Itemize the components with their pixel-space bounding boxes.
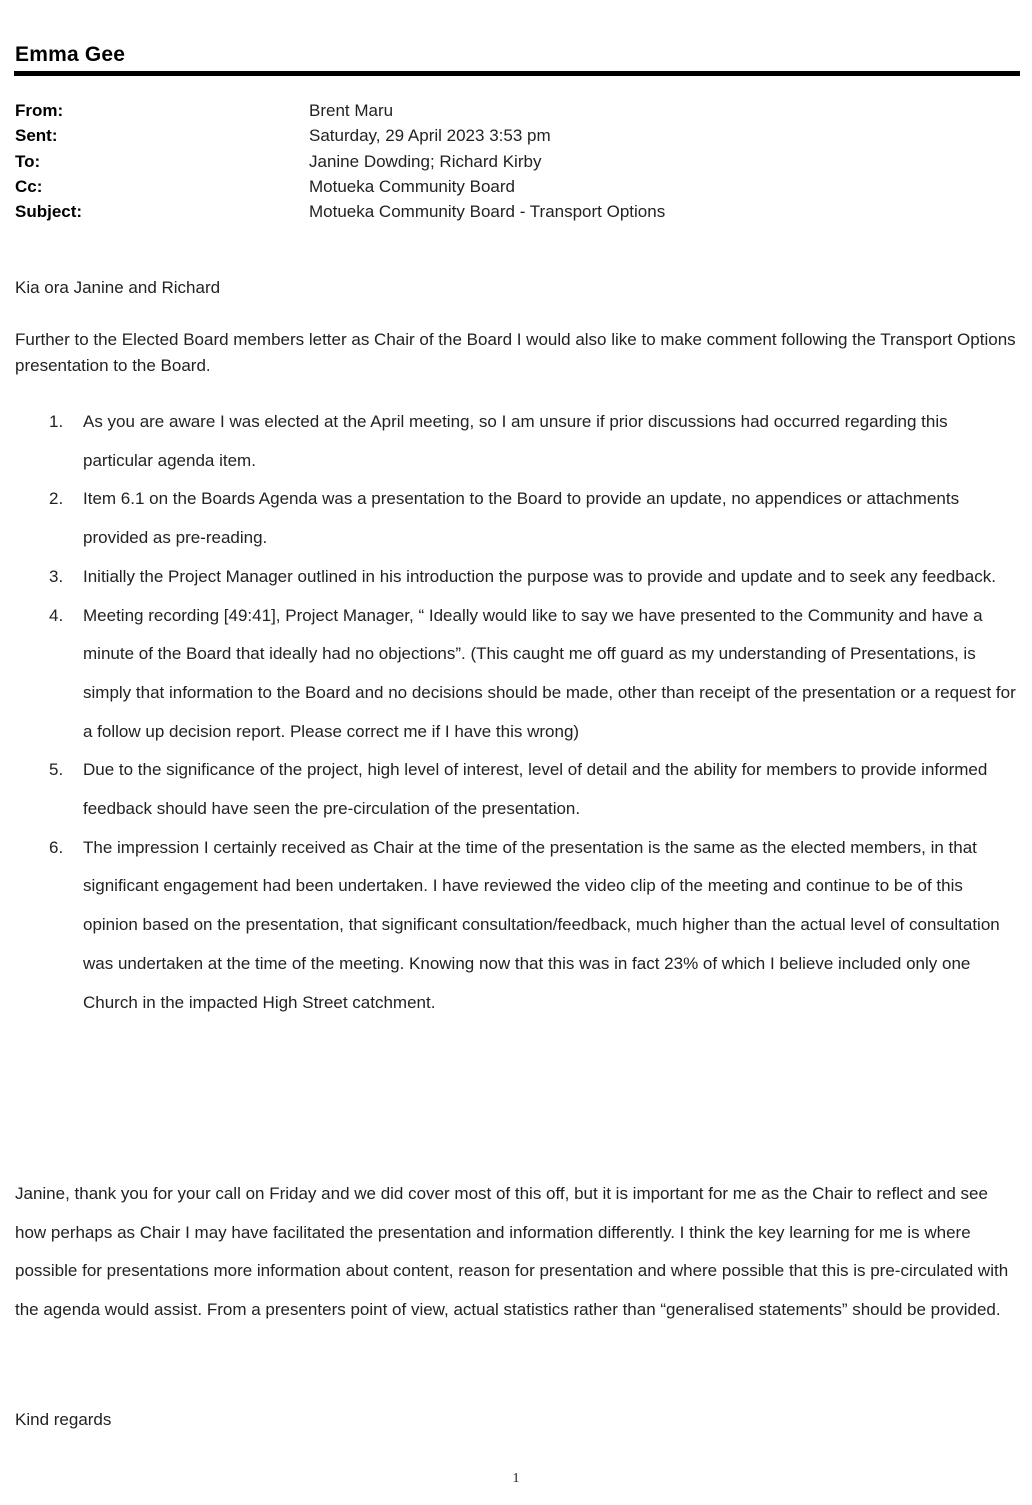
mailbox-owner-name: Emma Gee xyxy=(15,43,126,66)
list-item-text: Due to the significance of the project, high level of interest, level of detail and the ability for members to provide informed feedback should have seen the pre-circulation of the presentation. xyxy=(83,760,988,819)
list-item-text: The impression I certainly received as Chair at the time of the presentation is the same as the elected members, in that significant engagement had been undertaken. I have reviewed the video clip of the meeting and continue to be of this opinion based on the presentation, that significant consultation/feedback, much higher than the actual level of consultation was undertaken at the time of the meeting. Knowing now that this was in fact 23% of which I believe included only one Church in the impacted High Street catchment. xyxy=(83,837,1000,1012)
list-item xyxy=(15,751,1020,828)
list-item-text: As you are aware I was elected at the April meeting, so I am unsure if prior discussions had occurred regarding this particular agenda item. xyxy=(83,412,948,470)
sender-name: Brent Maru xyxy=(309,101,394,120)
header-label: Subject: xyxy=(15,202,83,222)
header-label: From: xyxy=(15,101,64,120)
header-row-subject xyxy=(15,200,1015,225)
email-greeting: Kia ora Janine and Richard xyxy=(15,278,221,297)
header-label: Sent: xyxy=(15,126,58,146)
list-item-number: 2. xyxy=(49,489,64,509)
header-row-from xyxy=(15,99,1015,124)
numbered-points-list xyxy=(15,403,1020,1022)
list-item-text: Initially the Project Manager outlined in his introduction the purpose was to provide and update and to seek any feedback. xyxy=(83,566,996,586)
header-row-to xyxy=(15,150,1015,175)
header-label: Cc: xyxy=(15,176,43,196)
email-intro-paragraph: Further to the Elected Board members letter as Chair of the Board I would also like to make comment following the Transport Options presentation to the Board. xyxy=(15,330,1016,375)
email-signoff: Kind regards xyxy=(15,1410,112,1429)
list-item xyxy=(15,403,1020,480)
list-item-number: 5. xyxy=(49,760,64,780)
list-item xyxy=(15,558,1020,597)
header-label: To: xyxy=(15,151,41,171)
list-item-number: 6. xyxy=(49,837,64,857)
list-item-text: Meeting recording [49:41], Project Manager, “ Ideally would like to say we have presented to the Community and have a minute of the Board that ideally had no objections”. (This caught me off guard as my understanding of Presentations, is simply that information to the Board and no decisions should be made, other than receipt of the presentation or a request for a follow up decision report. Please correct me if I have this wrong) xyxy=(83,605,1016,741)
sent-date: Saturday, 29 April 2023 3:53 pm xyxy=(309,126,551,146)
recipients: Janine Dowding; Richard Kirby xyxy=(309,151,542,171)
header-row-sent xyxy=(15,124,1015,149)
page-number: 1 xyxy=(512,1471,520,1486)
list-item xyxy=(15,829,1020,1023)
list-item xyxy=(15,480,1020,557)
email-closing-paragraph: Janine, thank you for your call on Friday and we did cover most of this off, but it is important for me as the Chair to reflect and see how perhaps as Chair I may have facilitated the presentation and information differently. I think the key learning for me is where possible for presentations more information about content, reason for presentation and where possible that this is pre-circulated with the agenda would assist. From a presenters point of view, actual statistics rather than “generalised statements” should be provided. xyxy=(15,1184,1009,1320)
list-item-number: 1. xyxy=(49,412,64,431)
list-item-number: 3. xyxy=(49,566,64,586)
cc-recipients: Motueka Community Board xyxy=(309,176,515,196)
list-item xyxy=(15,597,1020,752)
list-item-number: 4. xyxy=(49,605,64,625)
email-subject: Motueka Community Board - Transport Options xyxy=(309,202,666,222)
list-item-text: Item 6.1 on the Boards Agenda was a presentation to the Board to provide an update, no appendices or attachments provided as pre-reading. xyxy=(83,489,960,548)
header-row-cc xyxy=(15,175,1015,200)
email-header-block xyxy=(15,99,1015,225)
header-divider xyxy=(14,71,1020,76)
